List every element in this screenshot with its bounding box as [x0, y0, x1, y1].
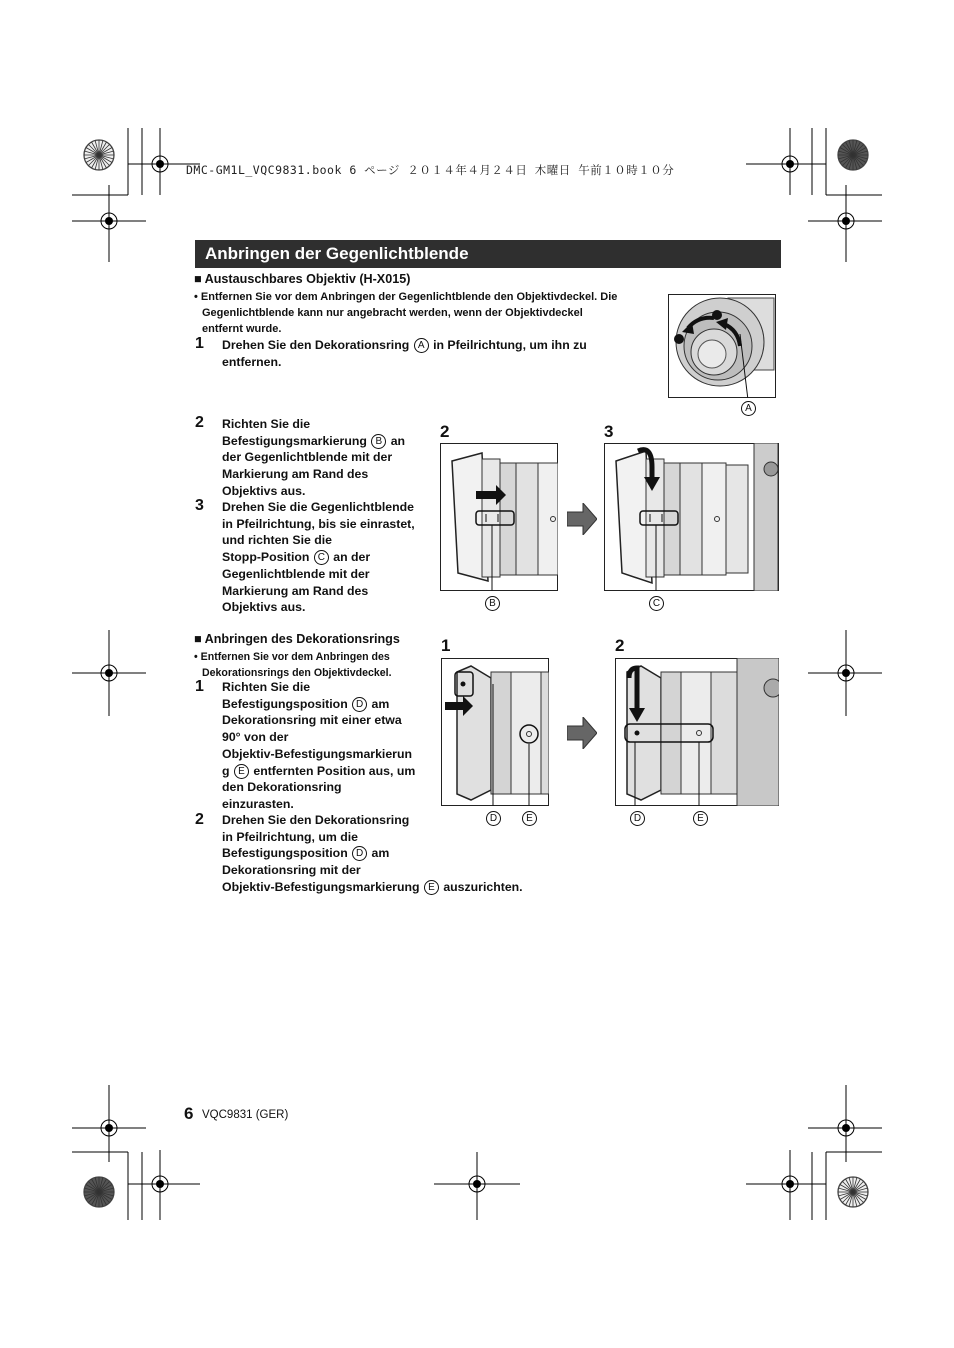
label-c-marker: C	[649, 596, 664, 611]
step-number: 3	[195, 497, 204, 514]
hood-rotate-illustration	[604, 443, 779, 591]
step-line: Richten Sie die	[222, 417, 311, 431]
step-line: in Pfeilrichtung, um die	[222, 829, 358, 844]
label-a-badge: A	[414, 338, 429, 353]
step-number: 1	[195, 678, 204, 695]
label-b-marker: B	[485, 596, 500, 611]
step-text	[222, 416, 437, 500]
label-d-marker: D	[486, 811, 501, 826]
step-line: Objektiv-Befestigungsmarkierung E auszurichten.	[222, 879, 523, 894]
step-line: Befestigungsposition D am	[222, 696, 390, 711]
ring-heading: ■ Anbringen des Dekorationsrings	[194, 632, 400, 646]
label-d-marker: D	[630, 811, 645, 826]
section-title: Anbringen der Gegenlichtblende	[195, 240, 781, 268]
step-line: der Gegenlichtblende mit der	[222, 450, 393, 465]
step-line: einzurasten.	[222, 796, 294, 811]
label-e-marker: E	[522, 811, 537, 826]
step-line: den Dekorationsring	[222, 780, 342, 795]
label-e-badge: E	[424, 880, 439, 895]
step-line: Markierung am Rand des	[222, 467, 369, 482]
ring-bullet-line: • Entfernen Sie vor dem Anbringen des	[194, 651, 390, 663]
step-line: Drehen Sie den Dekorationsring A in Pfeilrichtung, um ihn zu	[222, 338, 587, 352]
file-header-line: DMC-GM1L_VQC9831.book 6 ページ ２０１４年４月２４日 木曜日 午前１０時１０分	[186, 163, 675, 177]
ring-bullet-line: Dekorationsrings den Objektivdeckel.	[202, 667, 392, 679]
step-line: und richten Sie die	[222, 533, 333, 548]
lens-heading: ■ Austauschbares Objektiv (H-X015)	[194, 272, 411, 286]
label-c-badge: C	[314, 550, 329, 565]
figure-number: 3	[604, 422, 614, 441]
step-line: Dekorationsring mit einer etwa	[222, 713, 402, 728]
page-number: 6	[184, 1104, 194, 1123]
step-line: Stopp-Position C an der	[222, 550, 371, 565]
figure-number: 2	[440, 422, 450, 441]
label-d-badge: D	[352, 846, 367, 861]
step-text	[222, 499, 437, 616]
step-text	[222, 679, 437, 813]
lens-ring-illustration	[668, 294, 776, 398]
doc-code: VQC9831 (GER)	[202, 1109, 289, 1121]
ring-attach-illustration	[441, 658, 549, 806]
step-line: entfernen.	[222, 354, 282, 369]
step-number: 2	[195, 414, 204, 431]
figure-number: 1	[441, 636, 451, 655]
arrow-right-icon	[567, 503, 597, 535]
arrow-right-icon	[567, 717, 597, 749]
label-a-marker: A	[741, 401, 756, 416]
step-text	[222, 337, 642, 370]
step-line: Objektiv-Befestigungsmarkierun	[222, 746, 412, 761]
step-line: Befestigungsposition D am	[222, 846, 390, 861]
figure-number: 2	[615, 636, 625, 655]
label-e-badge: E	[234, 764, 249, 779]
step-line: Objektivs aus.	[222, 483, 306, 498]
lens-bullet-line: entfernt wurde.	[202, 323, 282, 335]
ring-bullet	[194, 649, 434, 681]
step-line: Drehen Sie die Gegenlichtblende	[222, 500, 415, 514]
step-line: g E entfernten Position aus, um	[222, 763, 416, 778]
step-number: 1	[195, 335, 204, 352]
step-line: Richten Sie die	[222, 680, 311, 694]
lens-bullet-line: • Entfernen Sie vor dem Anbringen der Gegenlichtblende den Objektivdeckel. Die	[194, 291, 618, 303]
step-line: Befestigungsmarkierung B an	[222, 433, 406, 448]
label-b-badge: B	[371, 434, 386, 449]
step-line: Objektivs aus.	[222, 600, 306, 615]
step-line: in Pfeilrichtung, bis sie einrastet,	[222, 516, 415, 531]
step-line: Dekorationsring mit der	[222, 863, 361, 878]
step-line: Drehen Sie den Dekorationsring	[222, 813, 410, 827]
step-line: Markierung am Rand des	[222, 583, 369, 598]
step-line: 90° von der	[222, 730, 289, 745]
ring-rotate-illustration	[615, 658, 779, 806]
lens-bullet-line: Gegenlichtblende kann nur angebracht werden, wenn der Objektivdeckel	[202, 307, 583, 319]
label-d-badge: D	[352, 697, 367, 712]
step-line: Gegenlichtblende mit der	[222, 566, 370, 581]
hood-align-illustration	[440, 443, 558, 591]
lens-bullet	[194, 289, 664, 337]
label-e-marker: E	[693, 811, 708, 826]
step-number: 2	[195, 811, 204, 828]
